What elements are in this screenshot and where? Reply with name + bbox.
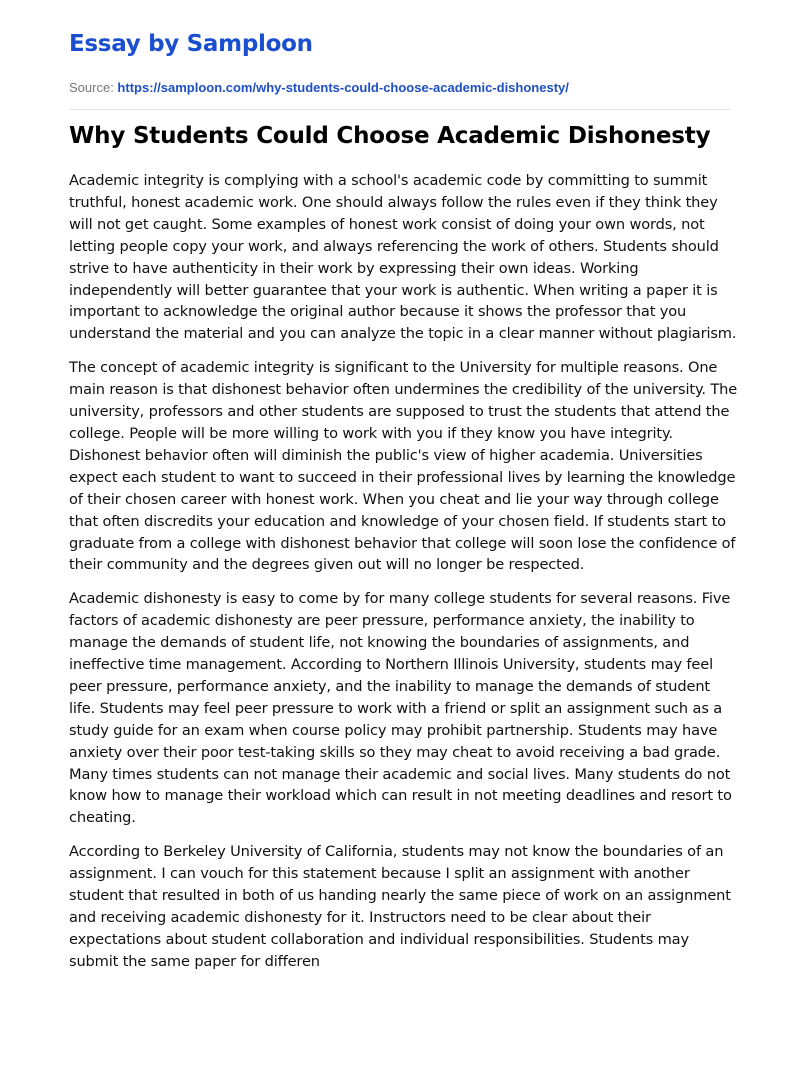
site-brand-heading: Essay by Samploon	[69, 31, 313, 57]
header-divider	[69, 109, 731, 110]
essay-paragraph: The concept of academic integrity is significant to the University for multiple reasons. One main reason is that dishonest behavior often undermines the credibility of the university. The university, professors and other students are supposed to trust the students that attend the college. People will be more willing to work with you if they know you have integrity. Dishonest behavior often will diminish the public's view of higher academia. Universities expect each student to want to succeed in their professional lives by learning the knowledge of their chosen career with honest work. When you cheat and lie your way through college that often discredits your education and knowledge of your chosen field. If students start to graduate from a college with dishonest behavior that college will soon lose the confidence of their community and the degrees given out will no longer be respected.	[69, 359, 738, 574]
essay-title: Why Students Could Choose Academic Dishonesty	[69, 123, 711, 149]
source-line	[69, 79, 738, 97]
essay-paragraph: Academic dishonesty is easy to come by for many college students for several reasons. Five factors of academic dishonesty are peer pressure, performance anxiety, the inability to manage the demands of student life, not knowing the boundaries of assignments, and ineffective time management. According to Northern Illinois University, students may feel peer pressure, performance anxiety, and the inability to manage the demands of student life. Students may feel peer pressure to work with a friend or split an assignment such as a study guide for an exam when course policy may prohibit partnership. Students may have anxiety over their poor test-taking skills so they may cheat to avoid receiving a bad grade. Many times students can not manage their academic and social lives. Many students do not know how to manage their workload which can result in not meeting deadlines and resort to cheating.	[69, 590, 732, 827]
source-label: Source:	[69, 80, 118, 95]
source-link[interactable]: https://samploon.com/why-students-could-choose-academic-dishonesty/	[117, 80, 569, 95]
essay-paragraph: Academic integrity is complying with a school's academic code by committing to summit truthful, honest academic work. One should always follow the rules even if they think they will not get caught. Some examples of honest work consist of doing your own words, not letting people copy your work, and always referencing the work of others. Students should strive to have authenticity in their work by expressing their own ideas. Working independently will better guarantee that your work is authentic. When writing a paper it is important to acknowledge the original author because it shows the professor that you understand the material and you can analyze the topic in a clear manner without plagiarism.	[69, 172, 737, 343]
essay-paragraph: According to Berkeley University of California, students may not know the boundaries of an assignment. I can vouch for this statement because I split an assignment with another student that resulted in both of us handing nearly the same piece of work on an assignment and receiving academic dishonesty for it. Instructors need to be clear about their expectations about student collaboration and individual responsibilities. Students may submit the same paper for differen	[69, 843, 731, 970]
essay-body	[69, 170, 738, 973]
